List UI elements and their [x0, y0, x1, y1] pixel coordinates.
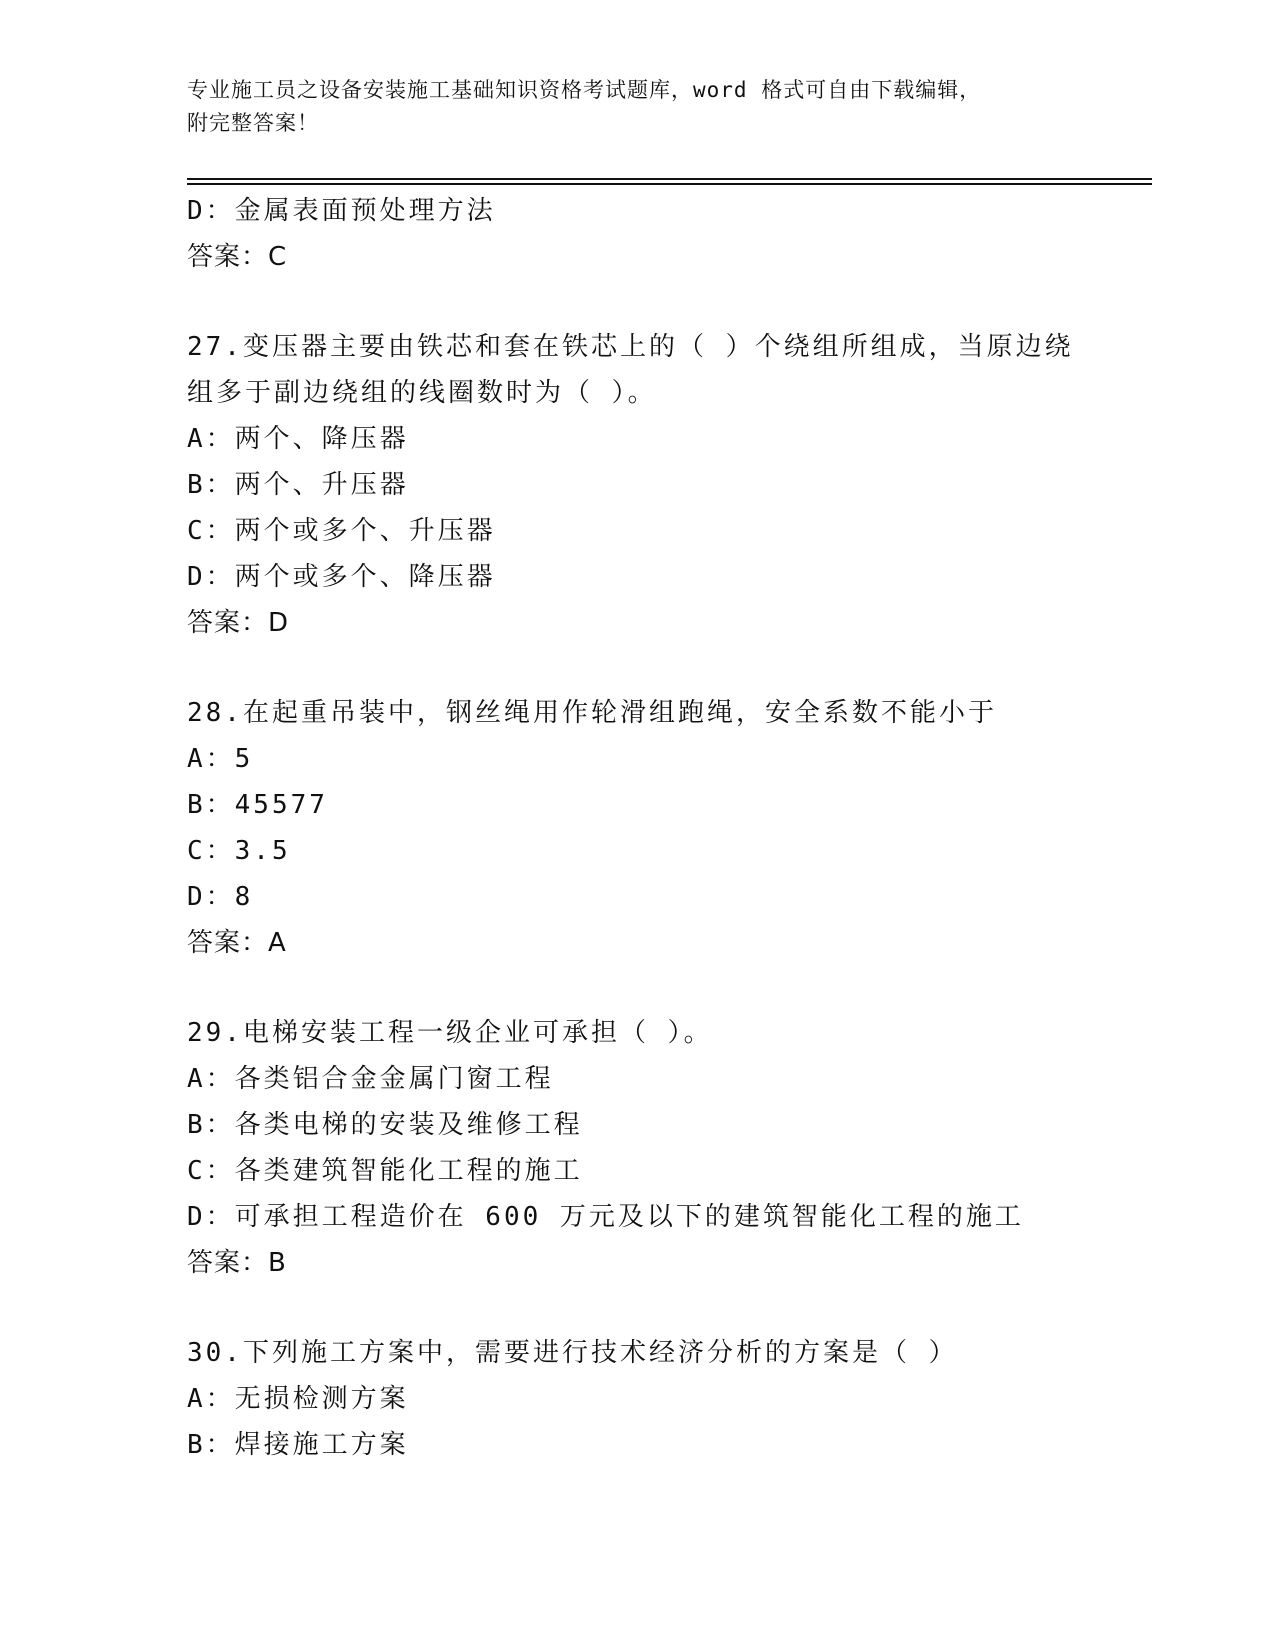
- question-30: [187, 1330, 1147, 1468]
- question-29: [187, 1010, 1147, 1286]
- option-d: D：8: [187, 882, 254, 912]
- header-line-2: 附完整答案！: [187, 111, 319, 135]
- header-line-1: 专业施工员之设备安装施工基础知识资格考试题库，word 格式可自由下载编辑，: [187, 78, 982, 102]
- header-divider-bottom: [187, 183, 1152, 185]
- question-stem: 29.电梯安装工程一级企业可承担（ ）。: [187, 1018, 713, 1048]
- option-a: A：无损检测方案: [187, 1384, 409, 1414]
- option-b: B：焊接施工方案: [187, 1430, 409, 1460]
- answer: 答案：B: [187, 1248, 287, 1278]
- answer: 答案：A: [187, 928, 287, 958]
- option-a: A：两个、降压器: [187, 424, 409, 454]
- option-d: D：可承担工程造价在 600 万元及以下的建筑智能化工程的施工: [187, 1202, 1024, 1232]
- answer: 答案：D: [187, 608, 290, 638]
- header-divider-top: [187, 178, 1152, 180]
- question-stem: 28.在起重吊装中，钢丝绳用作轮滑组跑绳，安全系数不能小于: [187, 698, 997, 728]
- question-28: [187, 690, 1147, 966]
- prev-option-d: D：金属表面预处理方法: [187, 196, 496, 226]
- question-stem: 组多于副边绕组的线圈数时为（ ）。: [187, 378, 657, 408]
- option-b: B：各类电梯的安装及维修工程: [187, 1110, 583, 1140]
- option-d: D：两个或多个、降压器: [187, 562, 496, 592]
- option-c: C：两个或多个、升压器: [187, 516, 496, 546]
- question-content: [187, 188, 1147, 1468]
- option-a: A：各类铝合金金属门窗工程: [187, 1064, 554, 1094]
- option-b: B：45577: [187, 790, 328, 820]
- option-c: C：3.5: [187, 836, 291, 866]
- document-header: [187, 74, 1087, 140]
- question-stem: 30.下列施工方案中，需要进行技术经济分析的方案是（ ）: [187, 1338, 958, 1368]
- question-stem: 27.变压器主要由铁芯和套在铁芯上的（ ）个绕组所组成，当原边绕: [187, 332, 1074, 362]
- prev-answer: 答案：C: [187, 242, 288, 272]
- option-a: A：5: [187, 744, 254, 774]
- question-27: [187, 324, 1147, 646]
- option-b: B：两个、升压器: [187, 470, 409, 500]
- option-c: C：各类建筑智能化工程的施工: [187, 1156, 583, 1186]
